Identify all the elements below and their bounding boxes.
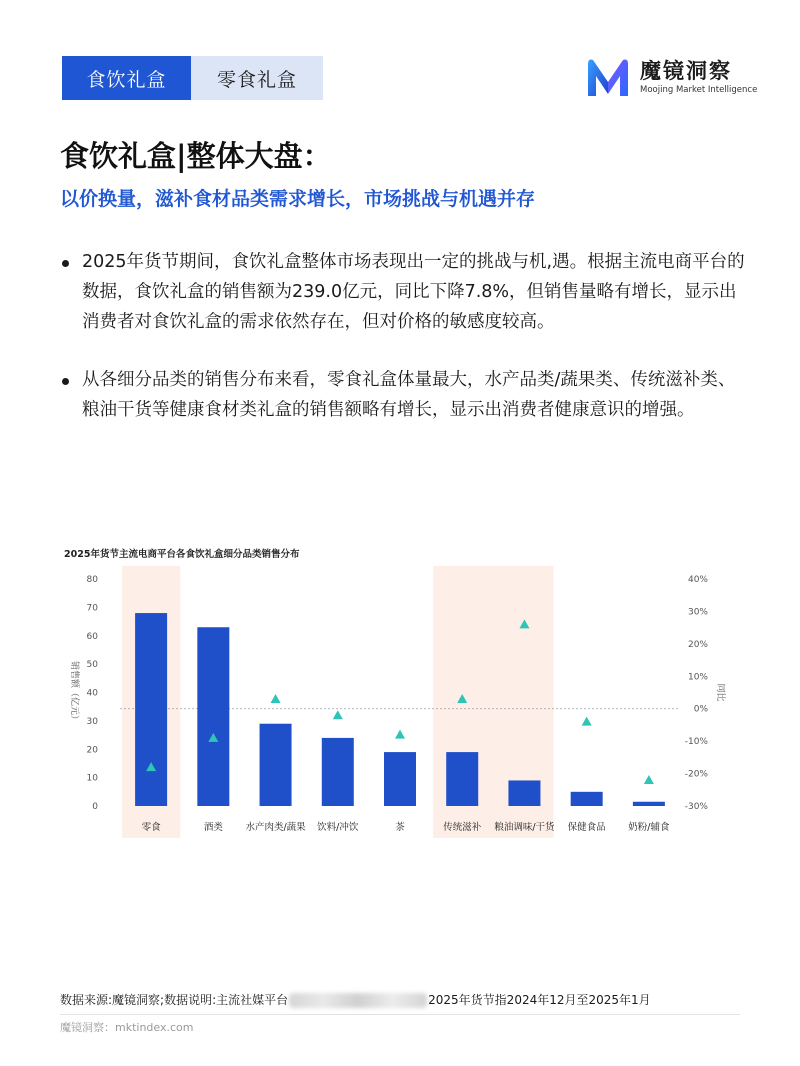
right-tick-label: -20% xyxy=(684,769,708,780)
data-source-note xyxy=(60,991,651,1008)
chart-title: 2025年货节主流电商平台各食饮礼盒细分品类销售分布 xyxy=(64,549,300,560)
brand-logo xyxy=(584,54,757,100)
left-tick-label: 70 xyxy=(86,603,98,614)
category-label: 保健食品 xyxy=(567,822,606,833)
highlight-band-join xyxy=(490,566,496,838)
left-tick-label: 80 xyxy=(86,575,98,585)
yoy-marker xyxy=(582,717,592,726)
right-tick-label: 0% xyxy=(693,704,708,715)
tab-food-beverage-gift-box[interactable]: 食饮礼盒 xyxy=(62,56,191,100)
bar xyxy=(322,738,354,806)
left-tick-label: 0 xyxy=(92,802,98,812)
bar xyxy=(260,724,292,806)
category-label: 奶粉/辅食 xyxy=(628,822,670,833)
category-label: 传统滋补 xyxy=(443,822,482,833)
yoy-marker xyxy=(271,694,281,703)
chart-svg xyxy=(58,542,748,842)
y2-axis-label: 同比 xyxy=(715,683,725,702)
left-tick-label: 40 xyxy=(86,688,98,699)
blurred-text xyxy=(289,993,427,1008)
left-tick-label: 30 xyxy=(86,716,98,727)
category-tabs xyxy=(62,56,323,100)
right-tick-label: 20% xyxy=(687,639,708,650)
yoy-marker xyxy=(333,710,343,719)
tab-snack-gift-box[interactable]: 零食礼盒 xyxy=(191,56,323,100)
page-subtitle: 以价换量，滋补食材品类需求增长，市场挑战与机遇并存 xyxy=(60,188,536,210)
category-label: 酒类 xyxy=(203,822,223,833)
moojing-logo-icon xyxy=(584,54,632,100)
category-label: 零食 xyxy=(141,822,161,833)
category-label: 粮油调味/干货 xyxy=(494,822,555,833)
logo-name-en: Moojing Market Intelligence xyxy=(640,85,758,95)
bar xyxy=(384,752,416,806)
y-axis-label: 销售额（亿元） xyxy=(69,660,79,725)
data-source-prefix: 数据来源:魔镜洞察;数据说明:主流社媒平台 xyxy=(60,993,289,1007)
bullet-item: 2025年货节期间，食饮礼盒整体市场表现出一定的挑战与机,遇。根据主流电商平台的数据，食饮礼盒的销售额为239.0亿元，同比下降7.8%，但销售量略有增长，显示出消费者对食饮礼盒的需求依然存在，但对价格的敏感度较高。 xyxy=(60,247,750,337)
right-tick-label: 30% xyxy=(687,607,708,618)
bar xyxy=(197,627,229,806)
left-tick-label: 50 xyxy=(86,660,98,671)
footer-divider xyxy=(60,1014,740,1015)
bar xyxy=(135,613,167,806)
left-tick-label: 10 xyxy=(86,773,98,784)
left-tick-label: 20 xyxy=(86,745,98,756)
bullet-item: 从各细分品类的销售分布来看，零食礼盒体量最大，水产品类/蔬果类、传统滋补类、粮油干货等健康食材类礼盒的销售额略有增长，显示出消费者健康意识的增强。 xyxy=(60,365,750,425)
yoy-marker xyxy=(644,775,654,784)
data-source-suffix: 2025年货节指2024年12月至2025年1月 xyxy=(428,993,651,1007)
category-label: 饮料/冲饮 xyxy=(317,822,359,833)
bar xyxy=(571,792,603,806)
bar xyxy=(633,802,665,806)
right-tick-label: -30% xyxy=(684,802,708,812)
category-label: 茶 xyxy=(395,822,405,833)
bar xyxy=(446,752,478,806)
right-tick-label: -10% xyxy=(684,737,708,748)
bar xyxy=(508,780,540,806)
yoy-marker xyxy=(395,730,405,739)
right-tick-label: 40% xyxy=(687,575,708,585)
page-title: 食饮礼盒|整体大盘： xyxy=(60,139,332,173)
category-label: 水产肉类/蔬果 xyxy=(245,822,306,833)
left-tick-label: 60 xyxy=(86,631,98,642)
logo-name-cn: 魔镜洞察 xyxy=(640,59,732,83)
footer-site: 魔镜洞察：mktindex.com xyxy=(60,1021,194,1034)
sales-distribution-chart xyxy=(58,542,748,842)
bullet-list xyxy=(60,247,750,425)
right-tick-label: 10% xyxy=(687,672,708,683)
